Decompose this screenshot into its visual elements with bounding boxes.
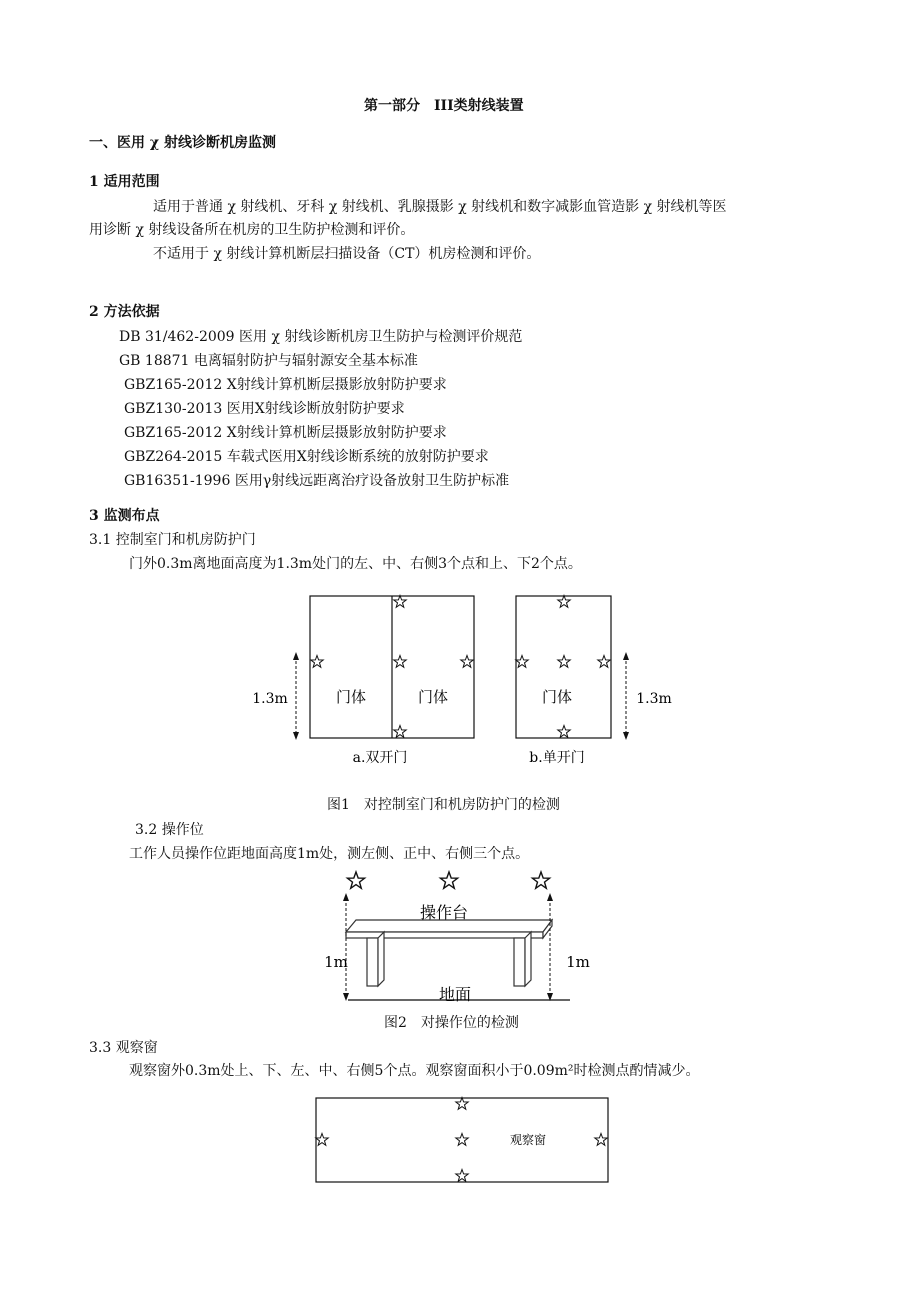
scope-heading: 1 适用范围 bbox=[89, 174, 160, 190]
figure2-caption: 图2 对操作位的检测 bbox=[384, 1015, 519, 1031]
measure-point-right-star-icon bbox=[595, 1134, 607, 1146]
scope-line-1: 适用于普通 χ 射线机、牙科 χ 射线机、乳腺摄影 χ 射线机和数字减影血管造影 χ 射线机等医 bbox=[153, 199, 727, 215]
measure-point-left-star-icon bbox=[316, 1134, 328, 1146]
single-door-diagram bbox=[516, 596, 672, 767]
basis-item: GBZ165-2012 X射线计算机断层摄影放射防护要求 bbox=[124, 377, 447, 393]
measure-point-bottom-star-icon bbox=[456, 1170, 468, 1182]
measure-point-right-star-icon bbox=[461, 656, 473, 668]
arrow-up-icon bbox=[547, 893, 553, 901]
operator-desk-diagram bbox=[324, 872, 590, 1004]
door-panel-left-label: 门体 bbox=[335, 688, 367, 706]
height-label-right: 1.3m bbox=[636, 691, 672, 707]
basis-item: GBZ130-2013 医用X射线诊断放射防护要求 bbox=[124, 401, 405, 417]
scope-line-3: 不适用于 χ 射线计算机断层扫描设备（CT）机房检测和评价。 bbox=[153, 246, 541, 262]
operator-heading: 3.2 操作位 bbox=[135, 822, 204, 838]
desk-leg-right-side bbox=[525, 932, 531, 986]
measure-point-top-star-icon bbox=[456, 1098, 468, 1110]
measure-point-left-star-icon bbox=[311, 656, 323, 668]
desk-top-edge bbox=[346, 932, 543, 938]
window-desc: 观察窗外0.3m处上、下、左、中、右侧5个点。观察窗面积小于0.09m²时检测点酌情减少。 bbox=[129, 1063, 700, 1079]
height-label-left: 1.3m bbox=[252, 691, 288, 707]
desk-leg-left bbox=[367, 938, 378, 986]
basis-item: DB 31/462-2009 医用 χ 射线诊断机房卫生防护与检测评价规范 bbox=[119, 329, 523, 345]
double-door-diagram bbox=[252, 596, 474, 767]
desk-label: 操作台 bbox=[419, 903, 469, 922]
basis-item: GBZ165-2012 X射线计算机断层摄影放射防护要求 bbox=[124, 425, 447, 441]
desk-leg-left-side bbox=[378, 932, 384, 986]
door-panel-right-label: 门体 bbox=[417, 688, 449, 706]
basis-item: GB 18871 电离辐射防护与辐射源安全基本标准 bbox=[119, 353, 418, 369]
basis-item: GB16351-1996 医用γ射线远距离治疗设备放射卫生防护标准 bbox=[124, 473, 510, 489]
single-door-caption: b.单开门 bbox=[529, 750, 585, 766]
measure-point-bottom-star-icon bbox=[558, 726, 570, 738]
basis-item: GBZ264-2015 车载式医用X射线诊断系统的放射防护要求 bbox=[124, 449, 489, 465]
door-heading: 3.1 控制室门和机房防护门 bbox=[89, 532, 256, 548]
height-label-left: 1m bbox=[324, 953, 348, 971]
scope-line-2: 用诊断 χ 射线设备所在机房的卫生防护检测和评价。 bbox=[89, 222, 415, 238]
measure-point-top-star-icon bbox=[394, 596, 406, 608]
measure-point-right-star-icon bbox=[598, 656, 610, 668]
layout-heading: 3 监测布点 bbox=[89, 508, 160, 524]
basis-heading: 2 方法依据 bbox=[89, 304, 160, 320]
arrow-up-icon bbox=[623, 652, 629, 660]
measure-point-right-star-icon bbox=[532, 872, 549, 888]
window-label: 观察窗 bbox=[509, 1133, 547, 1147]
observation-window-diagram bbox=[316, 1098, 608, 1183]
height-label-right: 1m bbox=[566, 953, 590, 971]
measure-point-left-star-icon bbox=[347, 872, 364, 888]
figure1-caption: 图1 对控制室门和机房防护门的检测 bbox=[327, 797, 560, 813]
section-title: 一、医用 χ 射线诊断机房监测 bbox=[89, 135, 276, 151]
desk-leg-right bbox=[514, 938, 525, 986]
window-heading: 3.3 观察窗 bbox=[89, 1040, 158, 1056]
arrow-down-icon bbox=[293, 732, 299, 740]
double-door-caption: a.双开门 bbox=[352, 750, 408, 766]
arrow-up-icon bbox=[343, 893, 349, 901]
door-desc: 门外0.3m离地面高度为1.3m处门的左、中、右侧3个点和上、下2个点。 bbox=[129, 556, 582, 572]
measure-point-center-star-icon bbox=[456, 1134, 468, 1146]
measure-point-center-star-icon bbox=[440, 872, 457, 888]
part-title: 第一部分 III类射线装置 bbox=[364, 98, 524, 114]
measure-point-center-star-icon bbox=[394, 656, 406, 668]
measure-point-bottom-star-icon bbox=[394, 726, 406, 738]
arrow-up-icon bbox=[293, 652, 299, 660]
single-door-frame bbox=[516, 596, 611, 738]
measure-point-left-star-icon bbox=[516, 656, 528, 668]
measure-point-center-star-icon bbox=[558, 656, 570, 668]
arrow-down-icon bbox=[623, 732, 629, 740]
measure-point-top-star-icon bbox=[558, 596, 570, 608]
door-panel-single-label: 门体 bbox=[541, 688, 573, 706]
ground-label: 地面 bbox=[438, 985, 472, 1004]
operator-desc: 工作人员操作位距地面高度1m处，测左侧、正中、右侧三个点。 bbox=[129, 846, 530, 862]
